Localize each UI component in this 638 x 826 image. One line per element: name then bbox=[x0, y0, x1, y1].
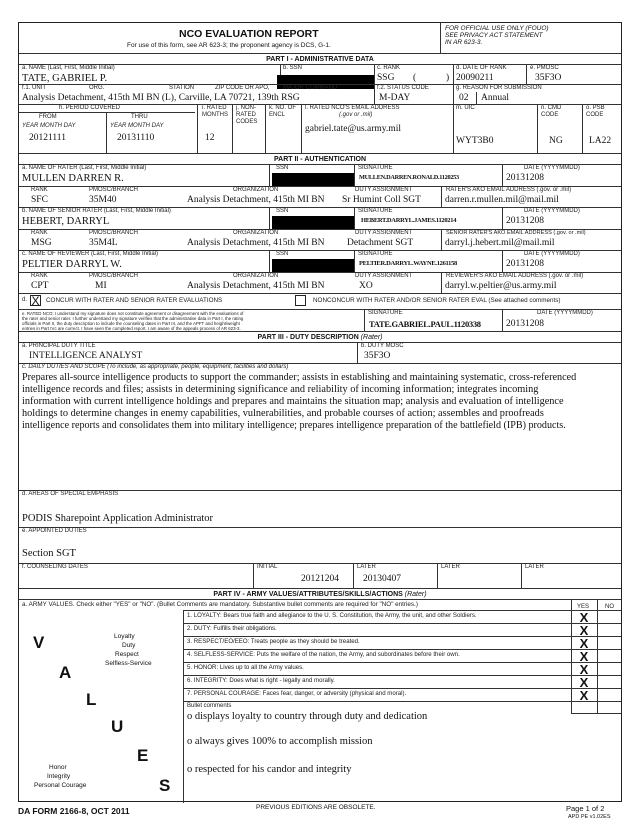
value-honor: Honor bbox=[49, 764, 67, 771]
later-counseling-date-1: 20130407 bbox=[363, 574, 401, 584]
rev-sig-label: SIGNATURE bbox=[358, 251, 393, 257]
dor-label: d. DATE OF RANK bbox=[456, 65, 507, 71]
yes-check-duty[interactable]: X bbox=[579, 623, 589, 638]
sr-pmosc: 35M4L bbox=[89, 238, 118, 248]
nonconcur-checkbox[interactable] bbox=[295, 295, 306, 306]
cmd-label: n. CMD bbox=[541, 105, 562, 111]
yes-check-respect[interactable]: X bbox=[579, 636, 589, 651]
counseling-label: f. COUNSELING DATES bbox=[22, 564, 88, 570]
rater-signature: MULLEN.DARREN.RONALD.1120253 bbox=[359, 174, 459, 181]
rev-email: darryl.w.peltier@us.army.mil bbox=[445, 281, 557, 291]
sr-signature: HEBERT.DARRYL.JAMES.1120214 bbox=[361, 217, 457, 224]
concur-d-label: d. bbox=[22, 297, 28, 303]
rater-duty: Sr Humint Coll SGT bbox=[342, 195, 421, 205]
concur-text: CONCUR WITH RATER AND SENIOR RATER EVALUATIONS bbox=[46, 297, 223, 304]
sr-rank: MSG bbox=[31, 238, 52, 248]
rated-nco-statement-3: officials in Part II, the duty description to include the counseling dates in Part III, and the APFT and height/weight bbox=[22, 321, 240, 326]
values-letter-a: A bbox=[59, 663, 72, 682]
rev-pmosc-label: PMOSC/BRANCH bbox=[89, 273, 139, 279]
dmosc-label: b. DUTY MOSC bbox=[361, 343, 404, 349]
rater-duty-label: DUTY ASSIGNMENT bbox=[355, 187, 413, 193]
rated-nco-statement-1: e. RATED NCO: I understand my signature does not constitute agreement or disagreement with the evaluations of bbox=[22, 311, 244, 316]
army-values-label: a. ARMY VALUES. Check either "YES" or "NO". (Bullet Comments are mandatory. Substantive bullet comments are required for "NO" entries.) bbox=[22, 601, 418, 608]
rev-ssn-label: SSN bbox=[276, 251, 289, 257]
rater-date-label: DATE (YYYYMMDD) bbox=[524, 165, 580, 171]
major-command-label: MAJOR COMMAND bbox=[283, 85, 338, 91]
sr-org-label: ORGANIZATION bbox=[233, 230, 279, 236]
yes-check-selfless-service[interactable]: X bbox=[579, 649, 589, 664]
pmosc-value: 35F3O bbox=[535, 73, 562, 83]
ssn-label: b. SSN bbox=[283, 65, 303, 71]
daily-duties-line-1: Prepares all-source intelligence products to support the commander; assists in establishing and maintaining systematic, cross-referenced bbox=[22, 372, 577, 383]
part3-title: PART III - DUTY DESCRIPTION bbox=[257, 334, 359, 341]
bullet-comments-label: Bullet comments bbox=[187, 703, 232, 709]
station-label: STATION bbox=[169, 85, 195, 91]
sr-name: HEBERT, DARRYL bbox=[22, 216, 110, 227]
rater-rank: SFC bbox=[31, 195, 48, 205]
email-hint: (.gov or .mil) bbox=[339, 112, 373, 118]
rater-pmosc: 35M40 bbox=[89, 195, 117, 205]
values-letter-e: E bbox=[137, 746, 149, 765]
org-label: ORG. bbox=[89, 85, 105, 91]
sr-email-label: SENIOR RATER'S AKO EMAIL ADDRESS (.gov. or .mil) bbox=[446, 230, 586, 236]
rank-paren-open: ( bbox=[413, 73, 417, 83]
zip-label: ZIP CODE OR APO, bbox=[215, 85, 270, 91]
rev-date: 20131208 bbox=[506, 259, 544, 269]
nonrated-label-2: RATED bbox=[236, 112, 256, 118]
later-label-1: LATER bbox=[357, 564, 376, 570]
nco-sig-label: SIGNATURE bbox=[368, 310, 403, 316]
rev-name: PELTIER DARRYL W. bbox=[22, 259, 122, 270]
sr-pmosc-label: PMOSC/BRANCH bbox=[89, 230, 139, 236]
rev-ssn-redaction bbox=[272, 259, 354, 272]
value-item-respect: 3. RESPECT/EO/EEO: Treats people as they should be treated. bbox=[187, 638, 360, 645]
concur-checkbox[interactable] bbox=[30, 295, 41, 306]
rater-org: Analysis Detachment, 415th MI BN bbox=[187, 195, 325, 205]
value-personal-courage: Personal Courage bbox=[34, 782, 87, 789]
ymd-label-2: YEAR MONTH DAY bbox=[110, 123, 164, 129]
value-selfless-service: Selfless-Service bbox=[105, 660, 152, 667]
values-letter-l: L bbox=[86, 690, 97, 709]
emphasis-label: d. AREAS OF SPECIAL EMPHASIS bbox=[22, 491, 119, 497]
sr-date-label: DATE (YYYYMMDD) bbox=[524, 208, 580, 214]
status-label: f.2. STATUS CODE bbox=[377, 85, 429, 91]
fouo-line-1: FOR OFFICIAL USE ONLY (FOUO) bbox=[445, 25, 549, 32]
name-label: a. NAME (Last, First, Middle Initial) bbox=[22, 65, 115, 71]
yes-check-loyalty[interactable]: X bbox=[579, 610, 589, 625]
reason-code: 02 bbox=[459, 93, 469, 103]
cmd-value: NG bbox=[549, 136, 563, 146]
rater-rank-label: RANK bbox=[31, 187, 48, 193]
value-item-honor: 5. HONOR: Lives up to all the Army values. bbox=[187, 664, 304, 671]
previous-editions-note: PREVIOUS EDITIONS ARE OBSOLETE. bbox=[256, 804, 376, 811]
rev-org: Analysis Detachment, 415th MI BN bbox=[187, 281, 325, 291]
period-label: h. PERIOD COVERED bbox=[59, 105, 121, 111]
daily-duties-line-5: intelligence reports and consolidates them into military intelligence; prepares intelligence preparation of the battlefield (IPB) products. bbox=[22, 420, 566, 431]
daily-duties-label: c. DAILY DUTIES AND SCOPE (To include, as appropriate, people, equipment, facilities and dollars) bbox=[22, 364, 289, 370]
pdt-label: a. PRINCIPAL DUTY TITLE bbox=[22, 343, 96, 349]
psb-label: o. PSB bbox=[586, 105, 605, 111]
rev-pmosc: MI bbox=[95, 281, 107, 291]
unit-value: Analysis Detachment, 415th MI BN (L), Carville, LA 70721, 139th RSG bbox=[22, 93, 300, 103]
yes-check-personal-courage[interactable]: X bbox=[579, 688, 589, 703]
page-number: Page 1 of 2 bbox=[566, 804, 605, 813]
thru-label: THRU bbox=[131, 114, 148, 120]
sr-sig-label: SIGNATURE bbox=[358, 208, 393, 214]
value-item-personal-courage: 7. PERSONAL COURAGE: Faces fear, danger, or adversity (physical and moral). bbox=[187, 690, 407, 697]
pmosc-label: e. PMOSC bbox=[530, 65, 559, 71]
values-letter-u: U bbox=[111, 717, 124, 736]
rev-org-label: ORGANIZATION bbox=[233, 273, 279, 279]
uic-label: m. UIC bbox=[456, 105, 475, 111]
rev-rank-label: RANK bbox=[31, 273, 48, 279]
rank-paren-close: ) bbox=[446, 73, 450, 83]
psb-value: LA22 bbox=[589, 136, 612, 146]
reason-value: Annual bbox=[481, 93, 509, 103]
sr-ssn-label: SSN bbox=[276, 208, 289, 214]
fouo-line-2: SEE PRIVACY ACT STATEMENT bbox=[445, 32, 543, 39]
nonrated-label-3: CODES bbox=[236, 119, 258, 125]
rater-name: MULLEN DARREN R. bbox=[22, 173, 124, 184]
psb-label-2: CODE bbox=[586, 112, 604, 118]
rank-label: c. RANK bbox=[377, 65, 401, 71]
sr-ssn-redaction bbox=[272, 216, 354, 229]
status-code: M-DAY bbox=[379, 93, 411, 103]
fouo-line-3: IN AR 623-3. bbox=[445, 39, 483, 46]
bullet-comment-2: o always gives 100% to accomplish mission bbox=[187, 736, 373, 747]
rev-date-label: DATE (YYYYMMDD) bbox=[524, 251, 580, 257]
values-letter-v: V bbox=[33, 633, 45, 652]
concur-check-mark: X bbox=[31, 294, 40, 308]
yes-check-honor[interactable]: X bbox=[579, 662, 589, 677]
sr-email: darryl.j.hebert.mil@mail.mil bbox=[445, 238, 555, 248]
value-item-loyalty: 1. LOYALTY: Bears true faith and allegiance to the U. S. Constitution, the Army, the unit, and other Soldiers. bbox=[187, 612, 477, 619]
rated-months-label: i. RATED bbox=[202, 105, 227, 111]
part3-title-row bbox=[19, 333, 621, 342]
appointed-duties: Section SGT bbox=[22, 548, 76, 559]
rater-date: 20131208 bbox=[506, 173, 544, 183]
part4-title-row bbox=[19, 590, 621, 599]
apd-version: APD PE v1.02ES bbox=[568, 814, 611, 820]
sr-org: Analysis Detachment, 415th MI BN bbox=[187, 238, 325, 248]
rev-email-label: REVIEWER'S AKO EMAIL ADDRESS (.gov. or .mil) bbox=[446, 273, 584, 279]
daily-duties-line-2: intelligence records and files; assists in determining significance and reliability of incoming information; integrates incoming bbox=[22, 384, 539, 395]
value-item-integrity: 6. INTEGRITY: Does what is right - legally and morally. bbox=[187, 677, 335, 684]
rated-months: 12 bbox=[205, 133, 215, 143]
form-number: DA FORM 2166-8, OCT 2011 bbox=[18, 806, 130, 816]
rated-name: TATE, GABRIEL P. bbox=[22, 73, 108, 84]
principal-duty-title: INTELLIGENCE ANALYST bbox=[29, 351, 143, 361]
part2-title: PART II - AUTHENTICATION bbox=[273, 156, 367, 163]
later-label-2: LATER bbox=[441, 564, 460, 570]
initial-counseling-date: 20121204 bbox=[301, 574, 339, 584]
cmd-label-2: CODE bbox=[541, 112, 559, 118]
rater-pmosc-label: PMOSC/BRANCH bbox=[89, 187, 139, 193]
encl-label: k. NO. OF bbox=[269, 105, 296, 111]
rev-rank: CPT bbox=[31, 281, 49, 291]
nco-evaluation-form bbox=[18, 22, 622, 802]
rev-duty: XO bbox=[359, 281, 373, 291]
rater-sig-label: SIGNATURE bbox=[358, 165, 393, 171]
rater-name-label: a. NAME OF RATER (Last, First, Middle Initial) bbox=[22, 165, 147, 171]
no-header: NO bbox=[605, 604, 614, 610]
duty-mosc: 35F3O bbox=[364, 351, 391, 361]
value-duty: Duty bbox=[122, 642, 136, 649]
part4-title: PART IV - ARMY VALUES/ATTRIBUTES/SKILLS/ACTIONS bbox=[213, 591, 403, 598]
value-loyalty: Loyalty bbox=[114, 633, 135, 640]
value-respect: Respect bbox=[115, 651, 139, 658]
yes-header: YES bbox=[577, 604, 590, 610]
unit-label: f.1. UNIT bbox=[22, 85, 47, 91]
date-of-rank: 20090211 bbox=[456, 73, 494, 83]
period-from: 20121111 bbox=[29, 133, 66, 143]
bullet-comment-1: o displays loyalty to country through duty and dedication bbox=[187, 711, 428, 722]
nonconcur-text: NONCONCUR WITH RATER AND/OR SENIOR RATER EVAL (See attached comments) bbox=[313, 297, 561, 304]
rated-months-label-2: MONTHS bbox=[202, 112, 228, 118]
initial-label: INITIAL bbox=[257, 564, 278, 570]
part1-title: PART I - ADMINISTRATIVE DATA bbox=[266, 56, 374, 63]
value-item-duty: 2. DUTY: Fulfills their obligations. bbox=[187, 625, 277, 632]
rated-nco-date: 20131208 bbox=[506, 319, 544, 329]
nonrated-label: j. NON- bbox=[236, 105, 256, 111]
encl-label-2: ENCL bbox=[269, 112, 286, 118]
email-label: l. RATED NCO'S EMAIL ADDRESS bbox=[305, 105, 400, 111]
part3-rater-tag: (Rater) bbox=[360, 334, 383, 341]
rank-value: SSG bbox=[377, 73, 395, 83]
rev-signature: PELTIER.DARRYL.WAYNE.1261158 bbox=[359, 260, 457, 267]
bullet-comment-3: o respected for his candor and integrity bbox=[187, 764, 352, 775]
rev-name-label: c. NAME OF REVIEWER (Last, First, Middle Initial) bbox=[22, 251, 159, 257]
part4-rater-tag: (Rater) bbox=[404, 591, 427, 598]
uic-value: WYT3B0 bbox=[456, 136, 494, 146]
rater-org-label: ORGANIZATION bbox=[233, 187, 279, 193]
ymd-label-1: YEAR MONTH DAY bbox=[22, 123, 76, 129]
sr-date: 20131208 bbox=[506, 216, 544, 226]
sr-duty-label: DUTY ASSIGNMENT bbox=[355, 230, 413, 236]
daily-duties-line-3: information with current intelligence holdings and prepares and maintains the situation map; analysis and evaluation of intelligence bbox=[22, 396, 564, 407]
value-item-selfless-service: 4. SELFLESS-SERVICE: Puts the welfare of the nation, the Army, and subordinates before their own. bbox=[187, 651, 460, 658]
yes-check-integrity[interactable]: X bbox=[579, 675, 589, 690]
nco-date-label: DATE (YYYYMMDD) bbox=[537, 310, 593, 316]
reason-label: g. REASON FOR SUBMISSION bbox=[456, 85, 542, 91]
rated-nco-statement-2: the rater and senior rater. I further understand my signature verifies that the administrative data in Part I, the rating bbox=[22, 316, 244, 321]
period-thru: 20131110 bbox=[117, 133, 155, 143]
rater-ssn-redaction bbox=[272, 173, 354, 186]
form-title: NCO EVALUATION REPORT bbox=[179, 28, 319, 40]
rated-email: gabriel.tate@us.army.mil bbox=[305, 124, 401, 134]
rater-email-label: RATER'S AKO EMAIL ADDRESS (.gov. or .mil) bbox=[446, 187, 572, 193]
rev-duty-label: DUTY ASSIGNMENT bbox=[355, 273, 413, 279]
later-label-3: LATER bbox=[525, 564, 544, 570]
sr-name-label: b. NAME OF SENIOR RATER (Last, First, Middle Initial) bbox=[22, 208, 171, 214]
sr-duty: Detachment SGT bbox=[347, 238, 414, 248]
value-integrity: Integrity bbox=[47, 773, 71, 780]
form-subtitle: For use of this form, see AR 623-3; the proponent agency is DCS, G-1. bbox=[127, 42, 331, 49]
rater-ssn-label: SSN bbox=[276, 165, 289, 171]
appointed-label: e. APPOINTED DUTIES bbox=[22, 528, 87, 534]
special-emphasis: PODIS Sharepoint Application Administrator bbox=[22, 513, 214, 524]
rater-email: darren.r.mullen.mil@mail.mil bbox=[445, 195, 559, 205]
rated-nco-statement-4: entries in Part IVc are correct. I have seen the completed report. I am aware of the appeals process of AR 623-3. bbox=[22, 326, 241, 331]
values-letter-s: S bbox=[159, 776, 171, 795]
from-label: FROM bbox=[39, 114, 57, 120]
rated-nco-signature: TATE.GABRIEL.PAUL.1120338 bbox=[369, 319, 481, 329]
daily-duties-line-4: holdings to determine changes in enemy capabilities, vulnerabilities, and probable courses of action; assembles and proofreads bbox=[22, 408, 544, 419]
sr-rank-label: RANK bbox=[31, 230, 48, 236]
